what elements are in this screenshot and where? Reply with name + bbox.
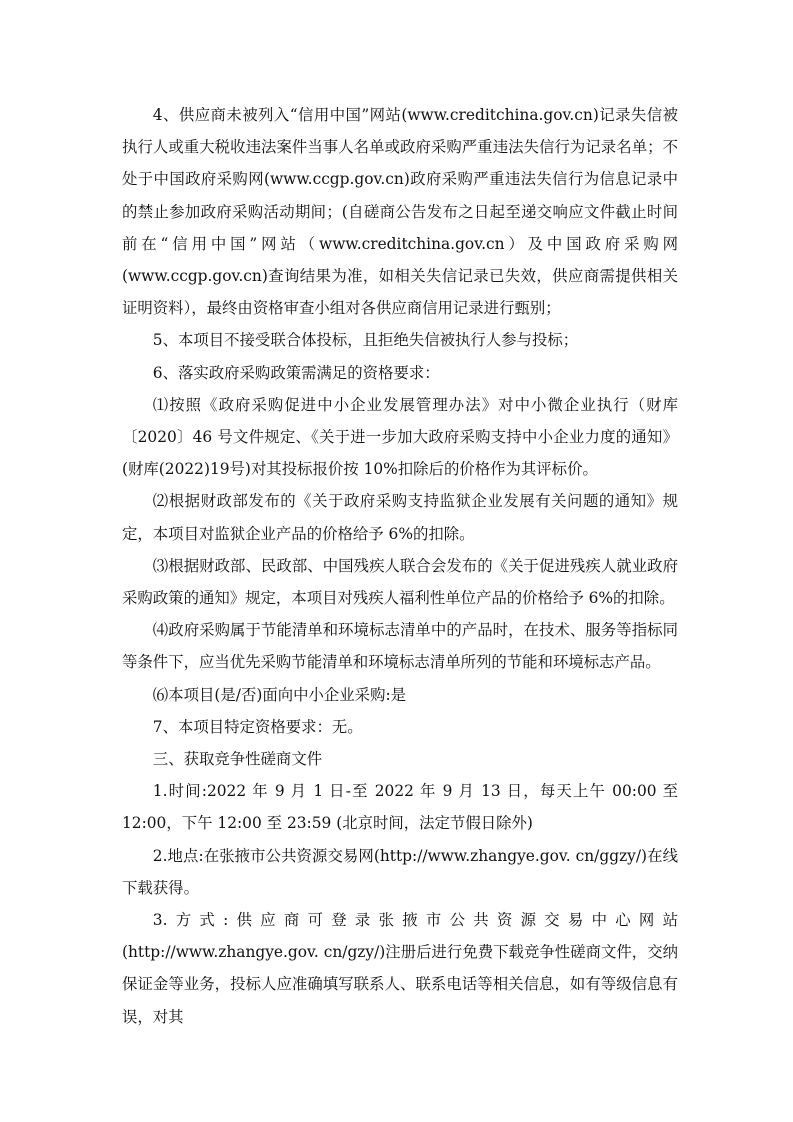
document-body	[122, 99, 683, 1033]
paragraph-location: 2.地点:在张掖市公共资源交易网(http://www.zhangye.gov. cn/ggzy/)在线下载获得。	[122, 846, 678, 897]
paragraph-method: 3.方式:供应商可登录张掖市公共资源交易中心网站(http://www.zhangye.gov. cn/gzy/)注册后进行免费下载竞争性磋商文件，交纳保证金等业务，投标人应准确填写联系人、联系电话等相关信息，如有等级信息有误，对其	[122, 911, 678, 1026]
paragraph-no-consortium: 5、本项目不接受联合体投标，且拒绝失信被执行人参与投标；	[152, 331, 579, 350]
paragraph-sme-discount: ⑴按照《政府采购促进中小企业发展管理办法》对中小微企业执行（财库〔2020〕46 号文件规定、《关于进一步加大政府采购支持中小企业力度的通知》(财库(2022)19号)对其投标报价按 10%扣除后的价格作为其评标价。	[122, 395, 678, 479]
section-heading-obtain-documents: 三、获取竞争性磋商文件	[152, 750, 323, 769]
paragraph-energy-saving: ⑷政府采购属于节能清单和环境标志清单中的产品时，在技术、服务等指标同等条件下，应当优先采购节能清单和环境标志清单所列的节能和环境标志产品。	[122, 621, 678, 672]
paragraph-credit-requirement: 4、供应商未被列入“信用中国”网站(www.creditchina.gov.cn)记录失信被执行人或重大税收违法案件当事人名单或政府采购严重违法失信行为记录名单；不处于中国政府采购网(www.ccgp.gov.cn)政府采购严重违法失信行为信息记录中的禁止参加政府采购活动期间；(自磋商公告发布之日起至递交响应文件截止时间前在“信用中国”网站（www.creditchina.gov.cn）及中国政府采购网(www.ccgp.gov.cn)查询结果为准，如相关失信记录已失效，供应商需提供相关证明资料），最终由资格审查小组对各供应商信用记录进行甄别；	[122, 106, 678, 318]
paragraph-prison-enterprise: ⑵根据财政部发布的《关于政府采购支持监狱企业发展有关问题的通知》规定，本项目对监狱企业产品的价格给予 6%的扣除。	[122, 492, 678, 543]
paragraph-sme-oriented: ⑹本项目(是/否)面向中小企业采购:是	[152, 685, 407, 704]
paragraph-specific-qualification: 7、本项目特定资格要求：无。	[152, 717, 363, 736]
paragraph-disabled-welfare: ⑶根据财政部、民政部、中国残疾人联合会发布的《关于促进残疾人就业政府采购政策的通知》规定，本项目对残疾人福利性单位产品的价格给予 6%的扣除。	[122, 556, 678, 608]
paragraph-policy-requirements: 6、落实政府采购政策需满足的资格要求：	[152, 363, 440, 382]
paragraph-time: 1.时间:2022 年 9 月 1 日-至 2022 年 9 月 13 日，每天上午 00:00 至 12:00，下午 12:00 至 23:59 (北京时间，法定节假日除外)	[122, 782, 683, 833]
